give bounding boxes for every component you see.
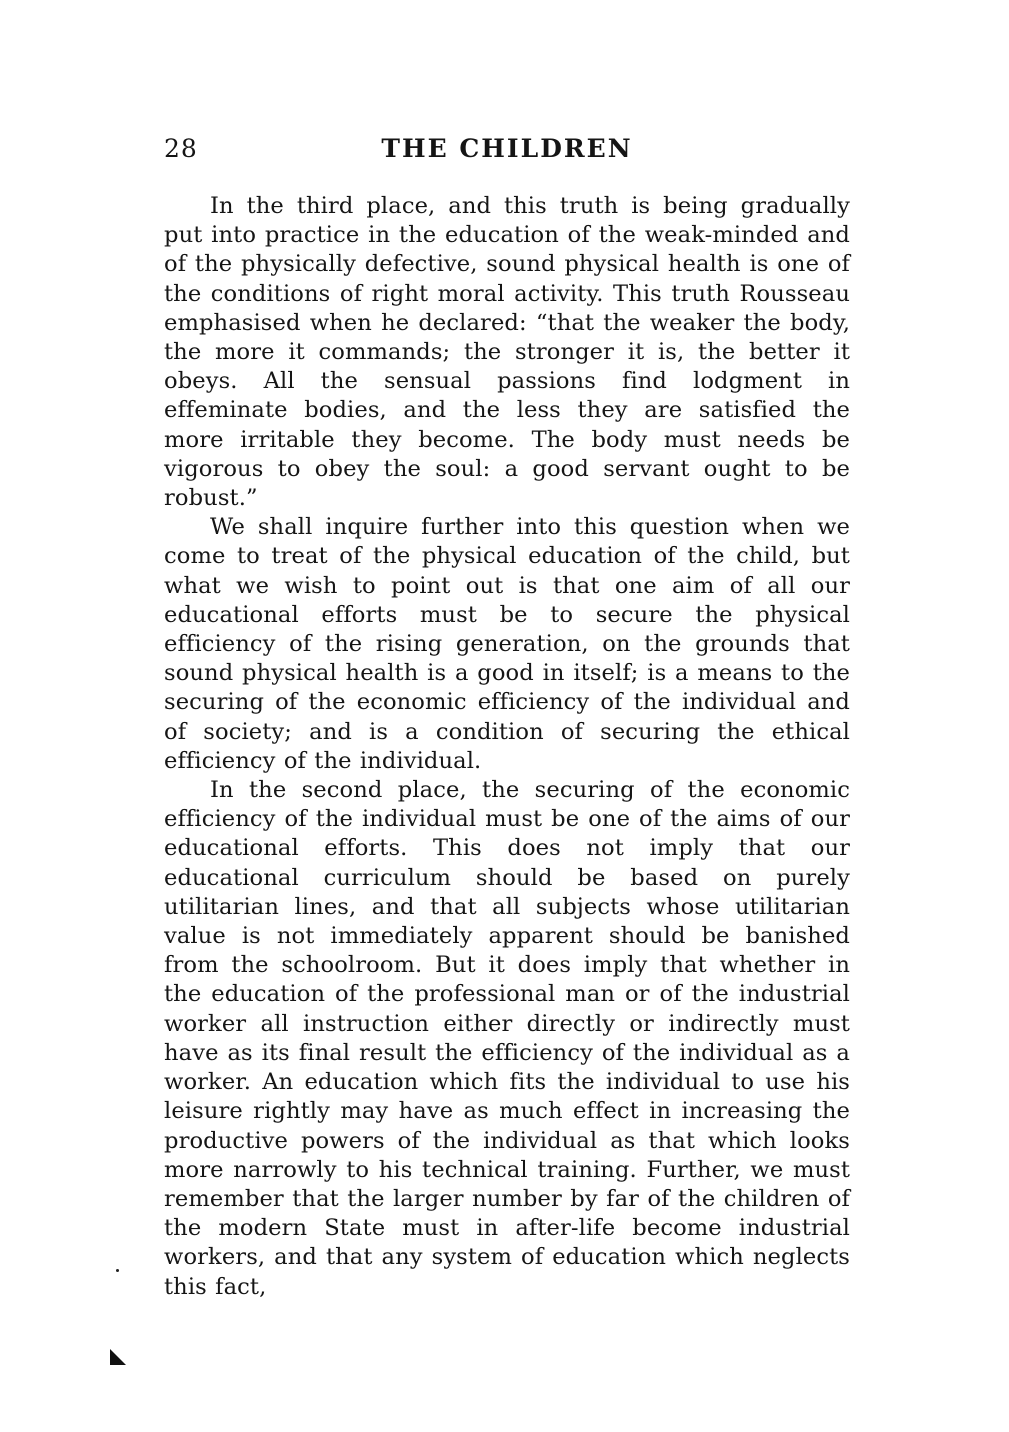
body-text [164, 192, 850, 1302]
running-title: THE CHILDREN [381, 134, 633, 163]
paragraph-2: We shall inquire further into this question when we come to treat of the physical education of the child, but what we wish to point out is that one aim of all our educational efforts must be to secure the physical efficiency of the rising generation, on the grounds that sound physical health is a good in itself; is a means to the securing of the economic efficiency of the individual and of society; and is a condition of securing the ethical efficiency of the individual. [164, 514, 850, 774]
page-number: 28 [164, 134, 198, 163]
page-header [164, 132, 850, 172]
paragraph-3: In the second place, the securing of the economic efficiency of the individual must be one of the aims of our educational efforts. This does not imply that our educational curriculum should be based on purely utilitarian lines, and that all subjects whose utilitarian value is not immediately apparent should be banished from the schoolroom. But it does imply that whether in the education of the professional man or of the industrial worker all instruction either directly or indirectly must have as its final result the efficiency of the individual as a worker. An education which fits the individual to use his leisure rightly may have as much effect in increasing the productive powers of the individual as that which looks more narrowly to his technical training. Further, we must remember that the larger number by far of the children of the modern State must in after-life become industrial workers, and that any system of education which neglects this fact, [164, 777, 850, 1300]
paragraph-1: In the third place, and this truth is being gradually put into practice in the education of the weak-minded and of the physically defective, sound physical health is one of the conditions of right moral activity. This truth Rousseau emphasised when he declared: “that the weaker the body, the more it commands; the stronger it is, the better it obeys. All the sensual passions find lodgment in effeminate bodies, and the less they are satisfied the more irritable they become. The body must needs be vigorous to obey the soul: a good servant ought to be robust.” [164, 193, 850, 512]
scan-dot-mark [116, 1269, 119, 1272]
corner-arrow-icon [110, 1349, 126, 1365]
